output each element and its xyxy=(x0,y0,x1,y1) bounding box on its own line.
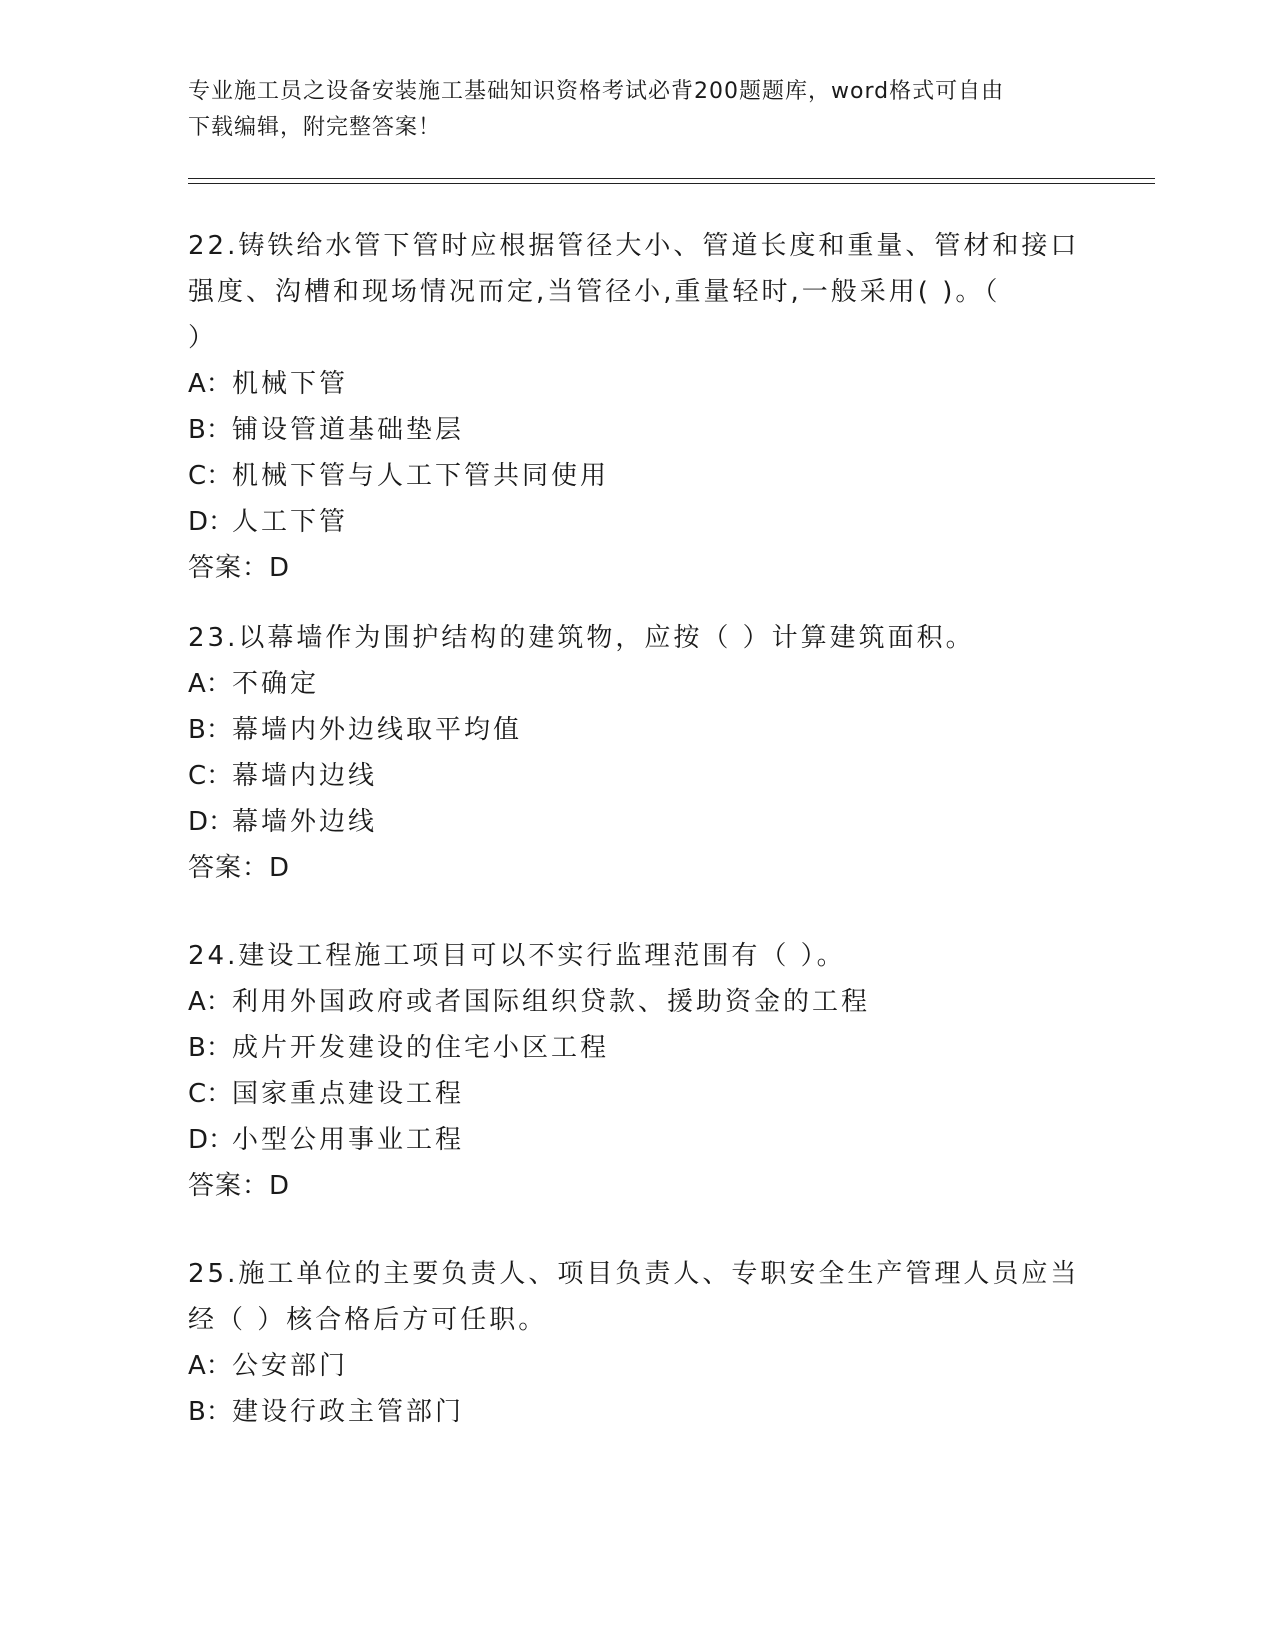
question-23 xyxy=(188,615,1088,891)
option-c xyxy=(188,1071,1088,1117)
option-text: 公安部门 xyxy=(232,1351,349,1381)
option-c xyxy=(188,453,1088,499)
option-c xyxy=(188,753,1088,799)
option-key: D： xyxy=(188,807,235,837)
option-b xyxy=(188,407,1088,453)
option-key: B： xyxy=(188,715,232,745)
option-key: A： xyxy=(188,1351,232,1381)
question-stem-line: 23.以幕墙作为围护结构的建筑物，应按（ ）计算建筑面积。 xyxy=(188,623,975,653)
answer-line: 答案：D xyxy=(188,1171,291,1201)
option-text: 铺设管道基础垫层 xyxy=(232,415,465,445)
option-text: 机械下管与人工下管共同使用 xyxy=(232,461,610,491)
question-24 xyxy=(188,933,1088,1209)
option-key: B： xyxy=(188,415,232,445)
header-divider-top xyxy=(188,178,1155,179)
option-text: 幕墙内边线 xyxy=(232,761,378,791)
option-a xyxy=(188,361,1088,407)
option-key: A： xyxy=(188,369,232,399)
header-line-2: 下载编辑，附完整答案！ xyxy=(188,115,442,140)
option-text: 成片开发建设的住宅小区工程 xyxy=(232,1033,610,1063)
question-stem-line: 经（ ）核合格后方可任职。 xyxy=(188,1305,548,1335)
option-d xyxy=(188,799,1088,845)
question-stem-line: 强度、沟槽和现场情况而定,当管径小,重量轻时,一般采用( )。（ xyxy=(188,277,1001,307)
option-key: C： xyxy=(188,1079,233,1109)
answer-line: 答案：D xyxy=(188,853,291,883)
option-text: 小型公用事业工程 xyxy=(232,1125,465,1155)
option-a xyxy=(188,979,1088,1025)
header-divider-bottom xyxy=(188,183,1155,184)
option-text: 建设行政主管部门 xyxy=(232,1397,465,1427)
option-text: 人工下管 xyxy=(232,507,349,537)
option-key: B： xyxy=(188,1033,232,1063)
question-stem-line: 22.铸铁给水管下管时应根据管径大小、管道长度和重量、管材和接口 xyxy=(188,231,1080,261)
question-stem-line: ） xyxy=(188,323,218,353)
option-text: 国家重点建设工程 xyxy=(232,1079,465,1109)
question-22 xyxy=(188,223,1088,591)
question-stem-line: 24.建设工程施工项目可以不实行监理范围有（ ）。 xyxy=(188,941,846,971)
option-b xyxy=(188,1025,1088,1071)
question-stem-line: 25.施工单位的主要负责人、项目负责人、专职安全生产管理人员应当 xyxy=(188,1259,1080,1289)
option-text: 不确定 xyxy=(232,669,320,699)
option-b xyxy=(188,707,1088,753)
option-text: 幕墙内外边线取平均值 xyxy=(232,715,523,745)
option-text: 利用外国政府或者国际组织贷款、援助资金的工程 xyxy=(232,987,871,1017)
option-text: 机械下管 xyxy=(232,369,349,399)
option-a xyxy=(188,1343,1088,1389)
option-b xyxy=(188,1389,1088,1435)
option-key: A： xyxy=(188,669,232,699)
option-text: 幕墙外边线 xyxy=(232,807,378,837)
answer-line: 答案：D xyxy=(188,553,291,583)
option-key: D： xyxy=(188,507,235,537)
document-header xyxy=(188,74,1088,146)
option-a xyxy=(188,661,1088,707)
option-key: C： xyxy=(188,761,233,791)
option-key: D： xyxy=(188,1125,235,1155)
option-key: C： xyxy=(188,461,233,491)
option-d xyxy=(188,499,1088,545)
question-25 xyxy=(188,1251,1088,1435)
header-line-1: 专业施工员之设备安装施工基础知识资格考试必背200题题库，word格式可自由 xyxy=(188,79,1005,104)
option-d xyxy=(188,1117,1088,1163)
option-key: A： xyxy=(188,987,232,1017)
option-key: B： xyxy=(188,1397,232,1427)
